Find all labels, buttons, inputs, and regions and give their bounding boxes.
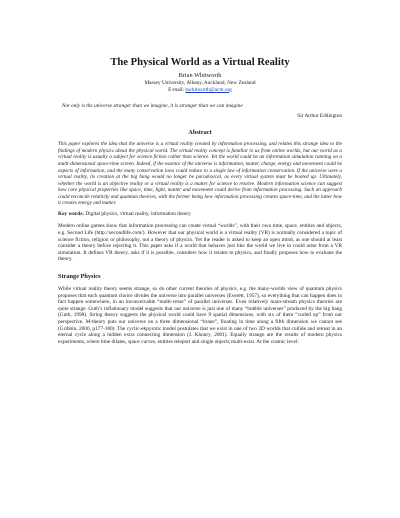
- section-paragraph: While virtual reality theory seems strange, so do other current theories of physics, e.g. the many-worlds view of quantum physics proposes that each quantum choice divides the universe into parallel universes (Everett, 1957), so everything that can happen does in fact happen somewhere, in an inconceivable “multi-verse” of parallel universes. Even relatively main-stream physics theories are quite strange. Guth’s inflationary model suggests that our universe is just one of many “bubble universes” produced by the big bang (Guth, 1998). String theory suggests the physical world could have 9 spatial dimensions, with six of them “curled up” from our perspective. M-theory puts our universe on a three dimensional “brane”, floating in time along a fifth dimension we cannot see (Gribbin, 2000, p177-180). The cyclic-ekpyrotic model postulates that we exist in one of two 3D worlds that collide and retreat in an eternal cycle along a hidden extra connecting dimension (J. Khoury, 2001). Equally strange are the results of modern physics experiments, where time dilates, space curves, entities teleport and single objects multi-exist. At the cosmic level:: [58, 286, 342, 345]
- author-name: Brian Whitworth: [178, 72, 222, 79]
- author-email-line: [58, 87, 342, 94]
- keywords-label: Key words:: [58, 210, 85, 217]
- section-heading: Strange Physics: [58, 273, 101, 280]
- keywords-line: [58, 211, 342, 218]
- abstract-text: This paper explores the idea that the universe is a virtual reality created by information processing, and relates this strange idea to the findings of modern physics about the physical world. The virtual reality concept is familiar to us from online worlds, but our world as a virtual reality is usually a subject for science fiction rather than science. Yet the world could be an information simulation running on a multi-dimensional space-time screen. Indeed, if the essence of the universe is information, matter, charge, energy and movement could be aspects of information, and the many conservation laws could reduce to a single law of information conservation. If the universe were a virtual reality, its creation at the big bang would no longer be paradoxical, as every virtual system must be booted up. Ultimately, whether the world is an objective reality or a virtual reality is a matter for science to resolve. Modern information science can suggest how core physical properties like space, time, light, matter and movement could derive from information processing. Such an approach could reconcile relativity and quantum theories, with the former being how information processing creates space-time, and the latter how it creates energy and matter.: [58, 141, 342, 207]
- email-label: E-mail:: [168, 86, 185, 93]
- author-affiliation: Massey University, Albany, Auckland, New Zealand: [144, 80, 256, 86]
- email-link[interactable]: bwhitworth@acm.org: [185, 86, 232, 93]
- intro-paragraph: Modern online games show that information processing can create virtual “worlds”, with their own time, space, entities and objects, e.g. Second Life (http://secondlife.com/). However that our physical world is a virtual reality (VR) is normally considered a topic of science fiction, religion or philosophy, not a theory of physics. Yet the reader is asked to keep an open mind, as one should at least consider a theory before rejecting it. This paper asks if a world that behaves just like the world we live in could arise from a VR simulation. It defines VR theory, asks if it is possible, considers how it relates to physics, and finally proposes how to evaluate the theory.: [58, 223, 342, 263]
- epigraph: Not only is the universe stranger than we imagine, it is stranger than we can imagine: [62, 103, 243, 110]
- paper-title: The Physical World as a Virtual Reality: [110, 57, 290, 68]
- keywords-text: Digital physics, virtual reality, information theory: [85, 210, 191, 217]
- abstract-heading: Abstract: [188, 129, 212, 137]
- epigraph-author: Sir Arthur Eddington: [297, 112, 342, 119]
